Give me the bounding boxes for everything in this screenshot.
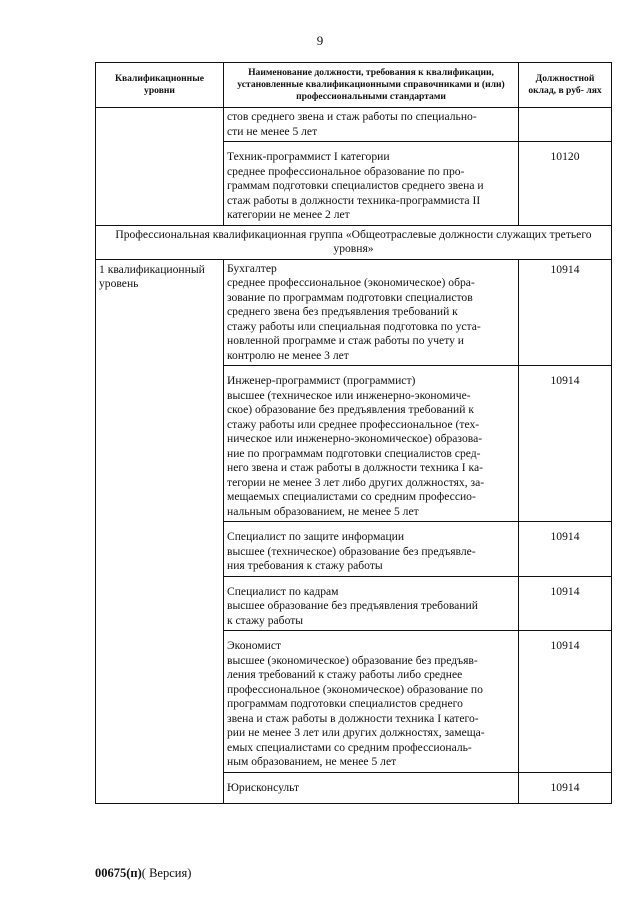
salary-accountant: 10914: [519, 259, 612, 366]
table-header-row: [96, 63, 612, 108]
empty-level-cell: [96, 108, 224, 226]
header-salary: Должностной оклад, в руб- лях: [519, 63, 612, 108]
empty-salary-cell: [519, 108, 612, 142]
position-economist: Экономист высшее (экономическое) образование без предъяв- ления требований к стажу работы либо среднее профессиональное (экономическое) образование по программам подготовки специалистов среднего звена и стаж работы в должности техника I катего- рии не менее 3 лет или других должностях, замеща- емых специалистами со средним профессиональ- ным образованием, не менее 5 лет: [224, 631, 519, 773]
header-position: Наименование должности, требования к квалификации, установленные квалификационными справочниками и (или) профессиональными стандартами: [224, 63, 519, 108]
salary-info-security: 10914: [519, 522, 612, 577]
position-accountant: Бухгалтер среднее профессиональное (экономическое) обра- зование по программам подготовки специалистов среднего звена без предъявления требований к стажу работы или специальная подготовка по уста- новленной программе и стаж работы по учету и контролю не менее 3 лет: [224, 259, 519, 366]
level-label: 1 квалификационный уровень: [96, 259, 224, 804]
salary-economist: 10914: [519, 631, 612, 773]
document-code: 00675(п): [95, 866, 142, 880]
position-tech-programmer: Техник-программист I категории среднее профессиональное образование по про- граммам подготовки специалистов среднего звена и стаж работы в должности техника-программиста II категории не менее 2 лет: [224, 142, 519, 226]
header-level: Квалификационные уровни: [96, 63, 224, 108]
document-footer: [95, 866, 191, 881]
table-row: [96, 108, 612, 142]
table-row: [96, 259, 612, 366]
position-hr-specialist: Специалист по кадрам высшее образование без предъявления требований к стажу работы: [224, 576, 519, 631]
salary-legal-adviser: 10914: [519, 772, 612, 804]
group-title: Профессиональная квалификационная группа «Общеотраслевые должности служащих третьего уровня»: [96, 225, 612, 259]
document-version: ( Версия): [141, 866, 192, 880]
group-title-row: [96, 225, 612, 259]
qualification-table: [95, 62, 612, 804]
continuation-text: стов среднего звена и стаж работы по специально- сти не менее 5 лет: [224, 108, 519, 142]
position-engineer-programmer: Инженер-программист (программист) высшее (техническое или инженерно-экономиче- ское) образование без предъявления требований к стажу работы или среднее профессиональное (тех- ническое или инженерно-экономическое) образова- ние по программам подготовки специалистов сред- него звена и стаж работы в должности техника I ка- тегории не менее 3 лет либо других должностях, за- мещаемых специалистами со средним профессио- нальным образованием, не менее 5 лет: [224, 366, 519, 522]
salary-tech-programmer: 10120: [519, 142, 612, 226]
page-number: 9: [316, 33, 324, 48]
salary-engineer-programmer: 10914: [519, 366, 612, 522]
position-legal-adviser: Юрисконсульт: [224, 772, 519, 804]
position-info-security: Специалист по защите информации высшее (техническое) образование без предъявле- ния требования к стажу работы: [224, 522, 519, 577]
salary-hr-specialist: 10914: [519, 576, 612, 631]
